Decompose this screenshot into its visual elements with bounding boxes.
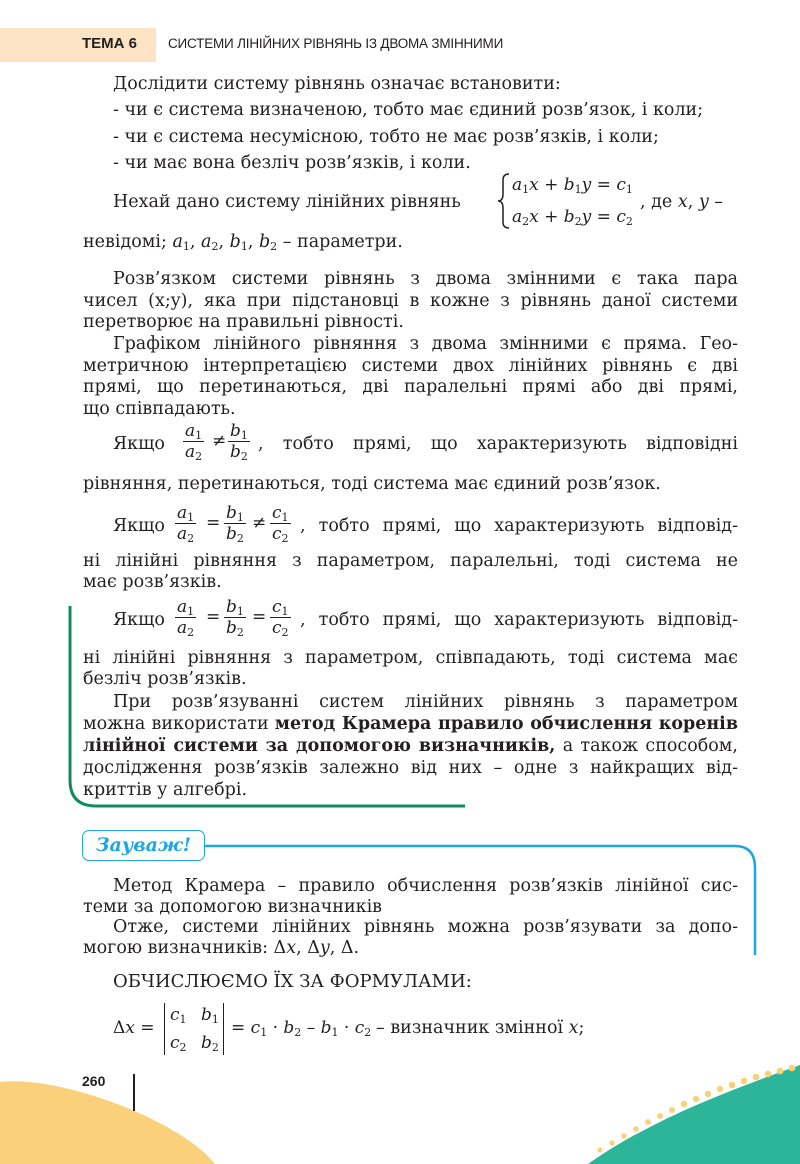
delta-x-symbol: Δx = <box>113 1018 155 1038</box>
fraction-b1-b2: $\frac{b_1}{b_2}$ <box>226 503 244 545</box>
intro-line-4: - чи має вона безліч розв’язків, і коли. <box>113 153 471 173</box>
case3-line-3: безліч розв’язків. <box>83 669 247 689</box>
case3-lead: Якщо <box>113 610 165 630</box>
solution-def-line-3: перетворює на правильні рівності. <box>83 312 404 332</box>
delta-x-description: – визначник змінної x; <box>376 1018 585 1038</box>
case1-rest: , тобто прямі, що характеризують відповідні <box>258 434 738 454</box>
topic-title: СИСТЕМИ ЛІНІЙНИХ РІВНЯНЬ ІЗ ДВОМА ЗМІННИМИ <box>168 36 504 51</box>
page-number-divider <box>133 1074 135 1111</box>
orange-corner-shape <box>0 1081 215 1164</box>
page-number: 260 <box>82 1073 106 1089</box>
operator-equal: = <box>252 607 267 627</box>
determinant-delta-x: $c_1$ $b_1$ $c_2$ $b_2$ <box>164 1003 224 1055</box>
system-brace <box>497 172 511 230</box>
given-line-2: невідомі; $a_1$, $a_2$, $b_1$, $b_2$ – параметри. <box>83 232 403 253</box>
remark-label: Зауваж! <box>82 830 205 861</box>
given-tail: , де x, y – <box>640 192 724 212</box>
case3-line-2: ні лінійні рівняння з параметром, співпадають, тоді система має <box>83 648 738 668</box>
case2-line-2: ні лінійні рівняння з параметром, паралельні, тоді система не <box>83 551 738 571</box>
fraction-a1-a2: $\frac{a_1}{a_2}$ <box>177 597 195 639</box>
remark-line-3: Отже, системи лінійних рівнянь можна розв’язувати за допо- <box>113 917 738 937</box>
case2-lead: Якщо <box>113 516 165 536</box>
intro-line-3: - чи є система несумісною, тобто не має розв’язків, і коли; <box>113 127 659 147</box>
intro-line-1: Дослідити систему рівнянь означає встановити: <box>113 74 561 94</box>
graph-def-line-2: метричною інтерпретацією системи двох лінійних рівнянь є дві <box>83 356 738 376</box>
fraction-b1-b2: $\frac{b_1}{b_2}$ <box>230 421 248 463</box>
cramer-line-5: криттів у алгебрі. <box>83 780 248 800</box>
system-equation-2: $a_2x + b_2y = c_2$ <box>512 207 633 228</box>
case2-rest: , тобто прямі, що характеризують відповід- <box>300 516 738 536</box>
case2-line-3: має розв’язків. <box>83 572 222 592</box>
intro-line-2: - чи є система визначеною, тобто має єдиний розв’язок, і коли; <box>113 100 704 120</box>
system-equation-1: $a_1x + b_1y = c_1$ <box>512 175 633 196</box>
formulas-heading: ОБЧИСЛЮЄМО ЇХ ЗА ФОРМУЛАМИ: <box>113 971 472 992</box>
operator-equal: = <box>206 607 221 627</box>
operator-not-equal: ≠ <box>252 513 267 533</box>
graph-def-line-3: прямі, що перетинаються, дві паралельні прямі або дві прямі, <box>83 377 738 397</box>
solution-def-line-1: Розв’язком системи рівнянь з двома змінними є така пара <box>113 269 738 289</box>
fraction-c1-c2: $\frac{c_1}{c_2}$ <box>272 597 289 639</box>
topic-number: ТЕМА 6 <box>82 35 138 52</box>
graph-def-line-1: Графіком лінійного рівняння з двома змінними є пряма. Гео- <box>113 334 738 354</box>
fraction-c1-c2: $\frac{c_1}{c_2}$ <box>272 503 289 545</box>
cramer-line-3: лінійної системи за допомогою визначників, а також способом, <box>83 736 738 756</box>
case1-lead: Якщо <box>113 434 165 454</box>
solution-def-line-2: чисел (x;y), яка при підстановці в кожне з рівнянь даної системи <box>83 291 738 311</box>
fraction-b1-b2: $\frac{b_1}{b_2}$ <box>226 597 244 639</box>
graph-def-line-4: що співпадають. <box>83 399 236 419</box>
delta-x-expansion: = $c_1 \cdot b_2 - b_1 \cdot c_2$ <box>231 1018 372 1039</box>
operator-equal: = <box>206 513 221 533</box>
remark-line-1: Метод Крамера – правило обчислення розв’язків лінійної сис- <box>113 876 738 896</box>
case1-line-2: рівняння, перетинаються, тоді система має єдиний розв’язок. <box>83 474 661 494</box>
operator-not-equal: ≠ <box>212 431 227 451</box>
remark-line-4: могою визначників: Δx, Δy, Δ. <box>83 938 360 958</box>
given-lead: Нехай дано систему лінійних рівнянь <box>113 192 461 212</box>
cramer-line-2: можна використати метод Крамера правило обчислення коренів <box>83 714 738 734</box>
fraction-a1-a2: $\frac{a_1}{a_2}$ <box>185 421 203 463</box>
cramer-line-4: дослідження розв’язків залежно від них – одне з найкращих від- <box>83 758 738 778</box>
teal-corner-shape <box>588 1065 800 1164</box>
remark-line-2: теми за допомогою визначників <box>83 897 383 917</box>
cramer-line-1: При розв’язуванні систем лінійних рівнянь з параметром <box>113 692 738 712</box>
case3-rest: , тобто прямі, що характеризують відповід- <box>300 610 738 630</box>
fraction-a1-a2: $\frac{a_1}{a_2}$ <box>177 503 195 545</box>
